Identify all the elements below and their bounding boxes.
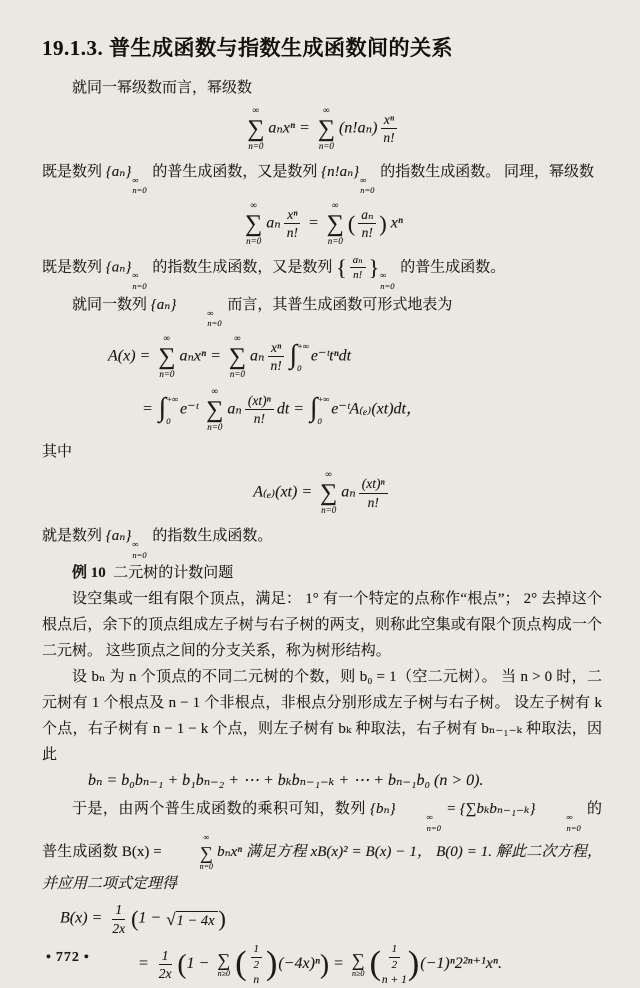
sigma-icon: ∑	[351, 950, 365, 971]
term: aₙxⁿ	[179, 347, 207, 365]
sequence-limits	[177, 308, 221, 329]
sequence-limits	[132, 175, 146, 196]
sequence-notation: {aₙ}	[105, 163, 132, 180]
sum-symbol	[320, 470, 337, 516]
sum-upper-limit: ∞	[250, 200, 257, 211]
upper-limit: ∞	[207, 307, 214, 318]
term: dt	[276, 400, 290, 418]
binomial-coefficient	[235, 943, 277, 986]
sum-upper-limit: ∞	[211, 385, 218, 396]
fraction-denominator: n!	[361, 225, 373, 241]
text-run: 的普生成函数。	[396, 259, 506, 276]
sigma-icon: ∑	[199, 842, 213, 863]
integral-icon: ∫	[158, 392, 167, 423]
sum-lower-limit: n=0	[321, 505, 337, 516]
formula-binomial-expansion	[138, 943, 602, 986]
integral	[290, 341, 309, 372]
formula-A-integral-line2	[142, 387, 602, 433]
integral-lower-limit: 0	[317, 415, 322, 426]
text-run: 就是数列	[42, 528, 106, 545]
sum-symbol	[327, 201, 344, 247]
fraction	[156, 948, 175, 982]
bullet-icon: •	[83, 950, 90, 965]
sum-upper-limit: ∞	[252, 105, 260, 115]
equals-sign: =	[210, 347, 221, 365]
term: 1 −	[138, 910, 162, 928]
fraction	[389, 943, 401, 971]
sum-lower-limit: n≥0	[217, 969, 230, 979]
term: aₙ	[266, 214, 281, 232]
sigma-icon: ∑	[317, 115, 335, 142]
fraction-denominator: 2x	[112, 920, 126, 936]
sum-upper-limit: ∞	[203, 832, 210, 842]
sigma-icon: ∑	[245, 210, 263, 237]
term: bₙxⁿ 满足方程 xB(x)² = B(x) − 1， B(0) = 1. 解此二次方程，并应用二项式定理得	[42, 843, 602, 893]
integral-icon: ∫	[289, 339, 298, 370]
fraction-numerator: 1	[112, 902, 125, 920]
left-brace: {	[336, 254, 347, 280]
sum-symbol	[158, 334, 175, 380]
integral-limits	[166, 394, 178, 425]
sequence-notation: {aₙ}	[105, 259, 132, 276]
equals-sign: =	[293, 400, 305, 418]
fraction	[267, 340, 284, 374]
upper-limit: ∞	[380, 270, 387, 281]
binomial-lower: n + 1	[381, 973, 407, 986]
fraction-numerator: xⁿ	[284, 207, 300, 225]
sequence-limits	[132, 539, 146, 560]
formula-A-integral-line1	[108, 334, 602, 380]
sum-symbol	[247, 106, 264, 152]
integral-limits	[297, 341, 309, 372]
term: B(x) =	[60, 910, 103, 928]
term: aₙ	[341, 484, 356, 502]
term: e⁻ᵗ	[180, 400, 199, 418]
fraction-numerator: xⁿ	[268, 340, 284, 358]
integral-lower-limit: 0	[166, 415, 171, 426]
sigma-icon: ∑	[326, 210, 344, 237]
term: bₙ = b₀bₙ₋₁ + b₁bₙ₋₂ + ⋯ + bₖbₙ₋₁₋ₖ + ⋯ + bₙ₋₁b₀ (n > 0).	[88, 772, 484, 790]
sequence-limits	[397, 812, 441, 833]
fraction-denominator: n!	[270, 358, 282, 374]
integral-upper-limit: +∞	[317, 394, 330, 405]
fraction-denominator: 2	[391, 959, 398, 971]
right-paren: )	[379, 210, 387, 236]
equals-sign: =	[447, 801, 456, 818]
sigma-icon: ∑	[228, 343, 246, 370]
term: xⁿ	[390, 214, 403, 232]
formula-recurrence	[88, 773, 602, 789]
text-run: 其中	[42, 444, 73, 461]
example-title: 二元树的计数问题	[113, 565, 234, 582]
sequence-notation: {∑bₖbₙ₋₁₋ₖ}	[459, 801, 536, 818]
text-run: 就同一数列	[72, 296, 151, 313]
sum-lower-limit: n≥0	[351, 969, 365, 979]
section-heading: 19.1.3. 普生成函数与指数生成函数间的关系	[42, 36, 453, 60]
sum-symbol	[229, 334, 246, 380]
sequence-notation: {bₙ}	[370, 801, 396, 818]
term: (−4x)ⁿ	[278, 955, 320, 973]
term: aₙ	[227, 400, 242, 418]
integral	[159, 394, 178, 425]
fraction	[358, 207, 376, 241]
formula-egf-equals-ogf	[42, 201, 602, 247]
fraction-numerator: aₙ	[358, 207, 376, 225]
example-label: 例 10	[72, 565, 106, 582]
upper-limit: ∞	[132, 174, 139, 185]
text-run: 设 bₙ 为 n 个顶点的不同二元树的个数，则 b₀ = 1（空二元树）。 当 n > 0 时，二元树有 1 个根点及 n − 1 个非根点，非根点分别形成左子树与右子树。 设左子树有 k 个点，右子树有 n − 1 − k 个点，则左子树有 bₖ 种取法，右子树有 bₙ₋₁₋ₖ 种取法，因此	[42, 669, 602, 764]
right-paren: )	[319, 949, 329, 980]
binomial-coefficient	[370, 943, 420, 986]
para-counting-setup	[42, 664, 602, 768]
sequence-limits	[537, 812, 581, 833]
para-where	[42, 439, 602, 465]
right-brace: }	[368, 254, 380, 280]
fraction	[350, 254, 366, 282]
equals-sign: =	[142, 400, 153, 418]
left-paren: (	[369, 945, 381, 983]
fraction-numerator: xⁿ	[381, 112, 397, 130]
radicand: 1 − 4x	[176, 911, 218, 929]
equals-sign: =	[299, 119, 310, 137]
fraction	[109, 902, 128, 936]
sum-lower-limit: n=0	[246, 235, 262, 246]
sequence-limits	[360, 175, 374, 196]
para-duality-2	[42, 254, 602, 292]
fraction-denominator: n!	[286, 225, 298, 241]
text-run: 设空集或一组有限个顶点，满足： 1° 有一个特定的点称作“根点”； 2° 去掉这个根点后，余下的顶点组成左子树与右子树的两支，则称此空集或有限个顶点构成一个二元树。 这些顶点之间的分支关系，称为树形结构。	[42, 591, 602, 660]
upper-limit: ∞	[132, 270, 139, 281]
fraction-denominator: 2x	[158, 966, 172, 982]
sigma-icon: ∑	[158, 343, 176, 370]
sum-symbol	[245, 201, 262, 247]
integral-upper-limit: +∞	[166, 394, 178, 405]
para-functional-equation	[42, 796, 602, 897]
fraction-denominator: n!	[367, 494, 379, 510]
sequence-limits	[132, 270, 146, 291]
term: (n!aₙ)	[338, 119, 378, 137]
fraction-denominator: n!	[353, 269, 363, 282]
sigma-icon: ∑	[320, 480, 338, 507]
fraction	[359, 476, 388, 510]
binomial-column	[381, 943, 408, 986]
para-binary-tree-definition	[42, 586, 602, 664]
term: (−1)ⁿ2²ⁿ⁺¹xⁿ.	[420, 955, 502, 973]
left-paren: (	[347, 210, 356, 236]
fraction-numerator: 1	[389, 943, 401, 958]
lower-limit: n=0	[380, 281, 395, 292]
sum-lower-limit: n=0	[248, 140, 264, 151]
binomial-lower: n	[253, 973, 260, 986]
fraction-numerator: (xt)ⁿ	[359, 476, 388, 494]
fraction	[245, 393, 274, 427]
left-paren: (	[235, 945, 247, 983]
sum-symbol	[318, 106, 335, 152]
sum-upper-limit: ∞	[325, 469, 332, 480]
left-paren: (	[177, 949, 187, 980]
sum-symbol	[206, 387, 223, 433]
bullet-icon: •	[46, 950, 52, 965]
term: 1 −	[186, 955, 210, 973]
formula-ogf-equals-egf	[42, 106, 602, 152]
sum-upper-limit: ∞	[332, 200, 339, 211]
term: aₙxⁿ	[268, 119, 296, 137]
fraction-denominator: n!	[383, 130, 395, 146]
binomial-column	[247, 943, 267, 986]
lower-limit: n=0	[566, 823, 581, 834]
formula-egf-definition	[42, 470, 602, 516]
sigma-icon: ∑	[247, 115, 265, 142]
text-run: 的指数生成函数。 同理，幂级数	[376, 163, 594, 180]
text-run: 的指数生成函数。	[148, 528, 273, 545]
sum-upper-limit: ∞	[323, 105, 330, 115]
equals-sign: =	[332, 955, 344, 973]
sequence-notation: {aₙ}	[105, 528, 132, 545]
text-run: 既是数列	[42, 259, 106, 276]
text-run: 的普生成函数 B(x) =	[42, 801, 602, 860]
lower-limit: n=0	[360, 185, 375, 196]
sum-lower-limit: n=0	[318, 140, 334, 151]
lower-limit: n=0	[132, 185, 147, 196]
sigma-icon: ∑	[217, 950, 231, 971]
sequence-notation: {aₙ}	[150, 296, 177, 313]
term: e⁻ᵗA₍ₑ₎(xt)dt，	[331, 400, 422, 418]
right-paren: )	[266, 945, 278, 983]
fraction-numerator: 1	[159, 948, 172, 966]
example-heading	[42, 560, 602, 586]
lower-limit: n=0	[426, 823, 441, 834]
sum-upper-limit: ∞	[163, 332, 171, 343]
upper-limit: ∞	[426, 812, 433, 823]
text-run: 于是，由两个普生成函数的乘积可知，数列	[72, 801, 371, 818]
term: A₍ₑ₎(xt) =	[253, 484, 313, 502]
upper-limit: ∞	[360, 174, 367, 185]
term: A(x) =	[108, 347, 151, 365]
text-run: 而言，其普生成函数可形式地表为	[223, 296, 453, 313]
integral	[310, 394, 329, 425]
para-power-series-intro	[42, 75, 602, 101]
sum-symbol	[217, 950, 230, 979]
sum-symbol	[170, 834, 213, 872]
upper-limit: ∞	[132, 539, 139, 550]
sequence-limits	[380, 270, 394, 291]
para-duality-1	[42, 159, 602, 196]
text-run: 的普生成函数，又是数列	[148, 163, 322, 180]
fraction-numerator: 1	[251, 943, 263, 958]
right-paren: )	[218, 906, 226, 932]
square-root	[166, 911, 217, 929]
para-same-sequence	[42, 292, 602, 329]
sum-lower-limit: n=0	[199, 861, 214, 871]
page-number-value: 772	[55, 950, 80, 965]
text-run: 的指数生成函数，又是数列	[148, 259, 337, 276]
right-paren: )	[407, 945, 420, 983]
sum-lower-limit: n=0	[159, 368, 175, 379]
equals-sign: =	[307, 214, 319, 232]
fraction	[380, 112, 397, 146]
sum-lower-limit: n=0	[229, 368, 245, 379]
integral-icon: ∫	[310, 392, 318, 423]
fraction-numerator: (xt)ⁿ	[245, 393, 274, 411]
lower-limit: n=0	[207, 318, 222, 329]
upper-limit: ∞	[566, 812, 573, 823]
term: aₙ	[249, 347, 265, 365]
para-is-egf	[42, 523, 602, 560]
fraction	[284, 207, 301, 241]
fraction	[251, 943, 263, 971]
lower-limit: n=0	[132, 281, 147, 292]
sigma-icon: ∑	[206, 396, 224, 423]
text-run: 就同一幂级数而言，幂级数	[72, 80, 253, 96]
radical-icon: √	[166, 909, 176, 929]
integral-lower-limit: 0	[297, 362, 302, 373]
sum-lower-limit: n=0	[327, 235, 343, 246]
sum-upper-limit: ∞	[234, 332, 241, 343]
equals-sign: =	[138, 955, 149, 973]
fraction-denominator: 2	[253, 959, 260, 971]
left-paren: (	[131, 906, 139, 932]
page-number	[44, 950, 92, 966]
term: e⁻ᵗtⁿdt	[310, 347, 352, 365]
text-run: 既是数列	[42, 163, 106, 180]
sum-symbol	[352, 950, 365, 979]
sum-lower-limit: n=0	[207, 421, 223, 432]
fraction-denominator: n!	[253, 411, 265, 427]
formula-closed-form	[60, 902, 602, 936]
lower-limit: n=0	[132, 549, 147, 560]
integral-limits	[317, 394, 329, 425]
fraction-numerator: aₙ	[350, 254, 366, 269]
sequence-notation: {n!aₙ}	[321, 163, 360, 180]
integral-upper-limit: +∞	[297, 341, 309, 352]
